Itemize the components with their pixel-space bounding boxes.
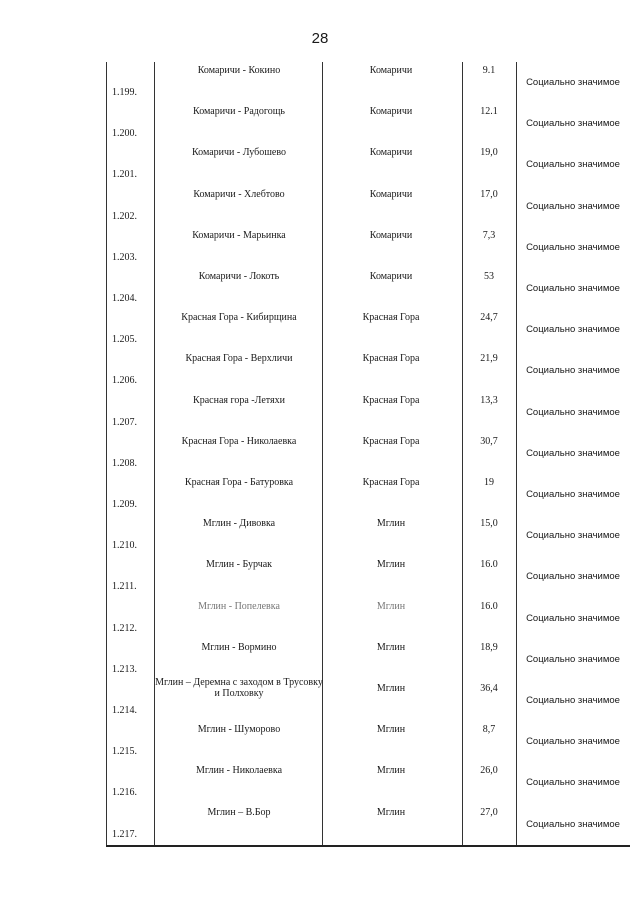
route-distance: 9.1 (482, 65, 496, 76)
route-distance: 18,9 (480, 641, 498, 653)
carrier-name: Мглин (376, 724, 406, 736)
carrier-name: Мглин (376, 518, 406, 530)
table-row (106, 677, 630, 721)
carrier-name: Комаричи (369, 106, 413, 118)
route-type: Социально значимое (526, 324, 620, 336)
route-name: Мглин - Вормино (201, 641, 277, 653)
route-type: Социально значимое (526, 159, 620, 171)
table-row (106, 144, 630, 185)
route-type: Социально значимое (526, 77, 620, 88)
carrier-name: Красная Гора (362, 394, 420, 406)
carrier-name: Комаричи (369, 271, 413, 282)
route-name: Комаричи - Марьинка (192, 229, 286, 241)
table-row (106, 268, 630, 309)
carrier-name: Мглин (376, 806, 406, 818)
carrier-name: Комаричи (369, 229, 413, 241)
row-number: 1.201. (112, 169, 137, 181)
route-type: Социально значимое (526, 283, 620, 294)
table-row (106, 556, 630, 597)
table-row (106, 762, 630, 803)
row-number: 1.217. (112, 828, 137, 840)
carrier-name: Мглин (376, 765, 406, 777)
carrier-name: Красная Гора (362, 477, 420, 488)
row-number: 1.206. (112, 375, 137, 387)
route-distance: 24,7 (480, 312, 498, 324)
route-distance: 8,7 (482, 724, 496, 736)
row-number: 1.202. (112, 210, 137, 222)
table-row (106, 103, 630, 144)
row-number: 1.200. (112, 128, 137, 140)
route-distance: 19,0 (480, 147, 498, 159)
route-type: Социально значимое (526, 200, 620, 212)
row-number: 1.205. (112, 334, 137, 346)
table-row (106, 309, 630, 350)
route-type: Социально значимое (526, 736, 620, 748)
route-type: Социально значимое (526, 695, 620, 706)
route-type: Социально значимое (526, 365, 620, 377)
route-distance: 26,0 (480, 765, 498, 777)
carrier-name: Мглин (376, 641, 406, 653)
route-name: Мглин - Шуморово (197, 724, 281, 736)
row-number: 1.203. (112, 251, 137, 263)
route-type: Социально значимое (526, 571, 620, 583)
route-distance: 36,4 (480, 683, 498, 694)
route-type: Социально значимое (526, 489, 620, 500)
route-name: Мглин – Деремна с заходом в Трусовку и Полховку (155, 677, 323, 699)
route-name: Мглин - Николаевка (195, 765, 283, 777)
carrier-name: Комаричи (369, 147, 413, 159)
route-name: Красная гора -Летяхи (193, 394, 285, 406)
route-type: Социально значимое (526, 241, 620, 253)
route-name: Красная Гора - Кибирщина (181, 312, 297, 324)
route-name: Комаричи - Кокино (197, 65, 281, 76)
route-name: Комаричи - Радогощь (193, 106, 285, 118)
row-number: 1.216. (112, 787, 137, 799)
route-type: Социально значимое (526, 777, 620, 789)
row-number: 1.199. (112, 87, 137, 98)
route-type: Социально значимое (526, 447, 620, 459)
carrier-name: Мглин (376, 683, 406, 694)
table-row (106, 62, 630, 103)
route-distance: 15,0 (480, 518, 498, 530)
route-type: Социально значимое (526, 406, 620, 418)
route-type: Социально значимое (526, 530, 620, 542)
row-number: 1.211. (112, 581, 137, 593)
route-name: Мглин – В.Бор (207, 806, 271, 818)
route-name: Мглин - Дивовка (202, 518, 276, 530)
route-distance: 30,7 (480, 435, 498, 447)
table-row (106, 227, 630, 268)
row-number: 1.212. (112, 622, 137, 634)
table-row (106, 474, 630, 515)
route-distance: 16.0 (480, 600, 498, 612)
route-type: Социально значимое (526, 118, 620, 130)
route-distance: 21,9 (480, 353, 498, 365)
carrier-name: Комаричи (369, 188, 413, 200)
route-distance: 53 (484, 271, 494, 282)
route-distance: 16.0 (480, 559, 498, 571)
route-type: Социально значимое (526, 653, 620, 665)
routes-table (106, 62, 630, 847)
carrier-name: Мглин (376, 559, 406, 571)
row-number: 1.210. (112, 540, 137, 552)
table-row (106, 804, 630, 845)
route-distance: 17,0 (480, 188, 498, 200)
route-distance: 13,3 (480, 394, 498, 406)
row-number: 1.208. (112, 457, 137, 469)
route-name: Мглин - Попелевка (198, 600, 280, 612)
carrier-name: Красная Гора (362, 435, 420, 447)
table-row (106, 598, 630, 639)
row-number: 1.214. (112, 705, 137, 716)
row-number: 1.215. (112, 746, 137, 758)
table-row (106, 515, 630, 556)
carrier-name: Красная Гора (362, 312, 420, 324)
route-name: Комаричи - Лубошево (191, 147, 287, 159)
table-row (106, 186, 630, 227)
row-number: 1.207. (112, 416, 137, 428)
route-distance: 7,3 (482, 229, 496, 241)
route-name: Красная Гора - Батуровка (184, 477, 294, 488)
table-row (106, 721, 630, 762)
table-row (106, 433, 630, 474)
carrier-name: Комаричи (369, 65, 413, 76)
route-name: Комаричи - Локоть (198, 271, 280, 282)
route-type: Социально значимое (526, 612, 620, 624)
route-distance: 12.1 (480, 106, 498, 118)
carrier-name: Красная Гора (362, 353, 420, 365)
row-number: 1.213. (112, 663, 137, 675)
table-row (106, 392, 630, 433)
route-distance: 19 (484, 477, 494, 488)
route-name: Красная Гора - Николаевка (181, 435, 297, 447)
row-number: 1.204. (112, 293, 137, 304)
table-row (106, 350, 630, 391)
route-name: Мглин - Бурчак (205, 559, 273, 571)
route-name: Комаричи - Хлебтово (193, 188, 285, 200)
table-row (106, 639, 630, 680)
route-distance: 27,0 (480, 806, 498, 818)
carrier-name: Мглин (376, 600, 406, 612)
row-number: 1.209. (112, 499, 137, 510)
route-name: Красная Гора - Верхличи (185, 353, 293, 365)
route-type: Социально значимое (526, 818, 620, 830)
page-number: 28 (311, 30, 329, 47)
table-bottom-border (106, 845, 630, 847)
